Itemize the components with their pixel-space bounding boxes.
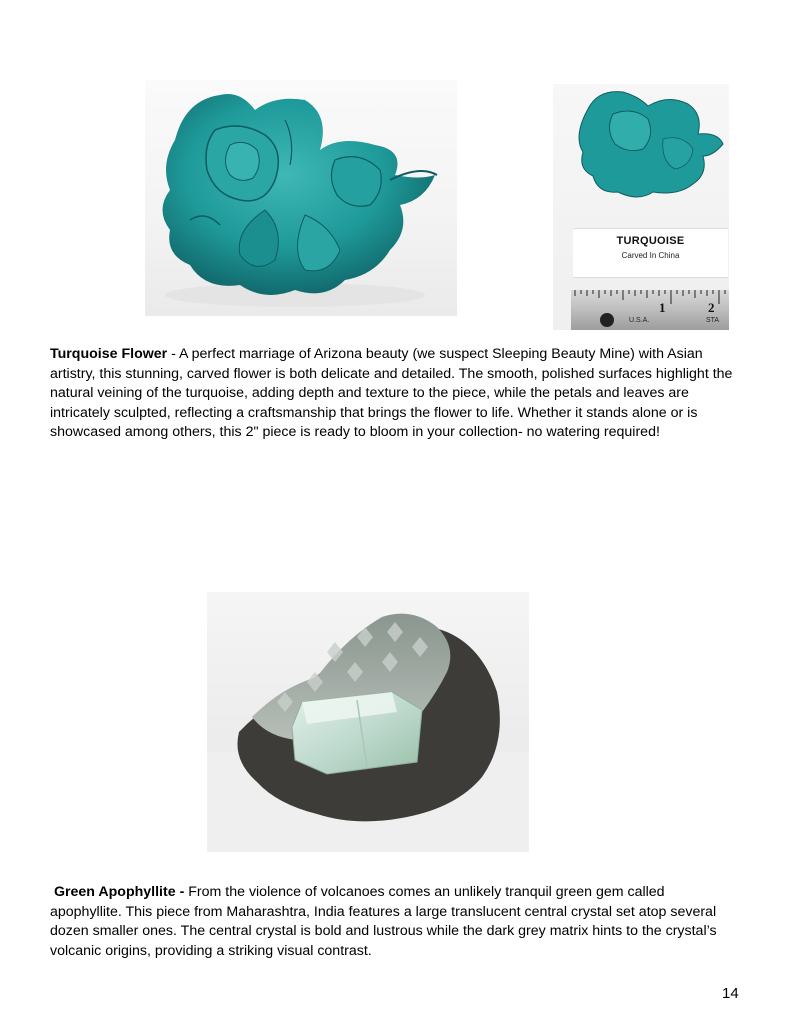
- turquoise-flower-small-image: [553, 84, 729, 224]
- turquoise-label-photo: [553, 84, 729, 330]
- page-number: 14: [722, 985, 739, 1002]
- ruler-text-usa: U.S.A.: [629, 317, 650, 324]
- turquoise-title: Turquoise Flower: [50, 346, 168, 362]
- apophyllite-separator: -: [175, 884, 189, 900]
- ruler-ticks: [571, 290, 729, 330]
- specimen-label-title: TURQUOISE: [616, 235, 685, 247]
- ruler-mark-2: 2: [708, 300, 715, 315]
- ruler-text-sta: STA: [706, 317, 720, 324]
- turquoise-description: [50, 345, 740, 443]
- turquoise-flower-image: [145, 80, 457, 316]
- apophyllite-image: [207, 592, 529, 852]
- ruler-mark-1: 1: [659, 300, 666, 315]
- specimen-label-card: [573, 228, 728, 278]
- apophyllite-title: Green Apophyllite: [53, 884, 176, 900]
- ruler: [571, 290, 729, 330]
- turquoise-separator: -: [167, 346, 180, 362]
- turquoise-flower-photo: [145, 80, 457, 316]
- apophyllite-photo: [207, 592, 529, 852]
- apophyllite-description: [50, 883, 740, 961]
- apophyllite-description-text: From the violence of volcanoes comes an unlikely tranquil green gem called apophyllite. This piece from Maharashtra, India features a large translucent central crystal set atop several dozen smaller ones. The central crystal is bold and lustrous while the dark grey matrix hints to the crystal’s volcanic origins, providing a striking visual contrast.: [50, 884, 717, 959]
- specimen-label-subtitle: Carved In China: [621, 251, 680, 260]
- turquoise-description-text: A perfect marriage of Arizona beauty (we suspect Sleeping Beauty Mine) with Asian artistry, this stunning, carved flower is both delicate and detailed. The smooth, polished surfaces highlight the natural veining of the turquoise, adding depth and texture to the piece, while the petals and leaves are intricately sculpted, reflecting a craftsmanship that brings the flower to life. Whether it stands alone or is showcased among others, this 2" piece is ready to bloom in your collection- no watering required!: [50, 346, 733, 440]
